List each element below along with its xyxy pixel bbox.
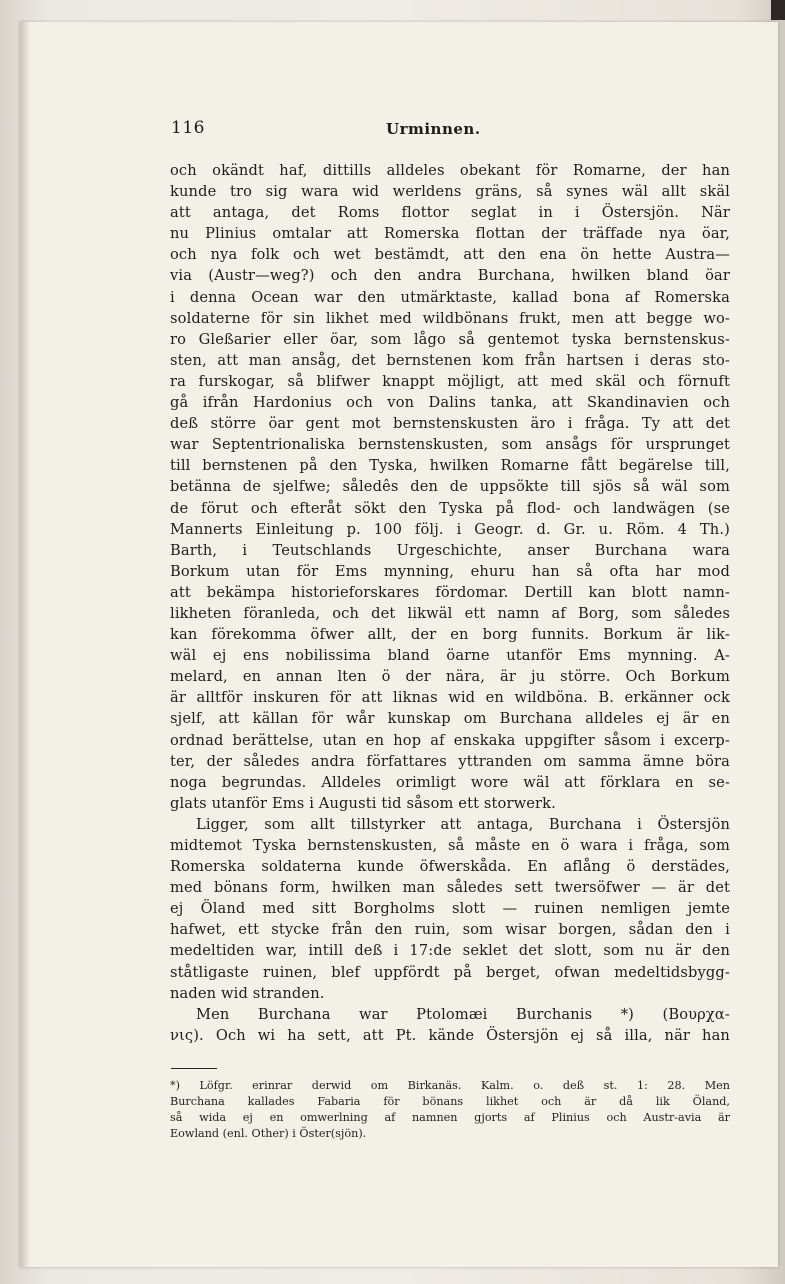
footnote-line: Burchana kallades Fabaria för bönans likhet och är då lik Öland, (170, 1095, 730, 1108)
text-line: noga begrundas. Alldeles orimligt wore wäl att förklara en se- (170, 773, 730, 791)
text-line: att antaga, det Roms flottor seglat in i Östersjön. När (170, 204, 730, 222)
text-line: ter, der således andra författares yttranden om samma ämne böra (170, 752, 730, 770)
footnote-line: så wida ej en omwerlning af namnen gjorts af Plinius och Austr-avia är (170, 1111, 730, 1124)
page-number: 116 (171, 118, 205, 138)
text-line: ståtligaste ruinen, blef uppfördt på berget, ofwan medeltidsbygg- (170, 963, 730, 981)
footnote-line: *) Löfgr. erinrar derwid om Birkanäs. Kalm. o. deß st. 1: 28. Men (170, 1079, 730, 1092)
text-line: gå ifrån Hardonius och von Dalins tanka, att Skandinavien och (170, 394, 730, 412)
text-line: ra furskogar, så blifwer knappt möjligt, att med skäl och förnuft (170, 372, 730, 390)
text-line: medeltiden war, intill deß i 17:de seklet det slott, som nu är den (170, 942, 730, 960)
text-line: Barth, i Teutschlands Urgeschichte, anser Burchana wara (170, 541, 730, 559)
text-line: med bönans form, hwilken man således sett twersöfwer — är det (170, 879, 730, 897)
text-line: wäl ej ens nobilissima bland öarne utanför Ems mynning. A- (170, 647, 730, 665)
scan-corner-mark (771, 0, 785, 20)
text-line: och okändt haf, dittills alldeles obekant för Romarne, der han (170, 162, 730, 179)
text-line: Romerska soldaterna kunde öfwerskåda. En aflång ö derstädes, (170, 858, 730, 876)
text-line: de förut och efteråt sökt den Tyska på flod- och landwägen (se (170, 499, 730, 517)
text-line: kan förekomma öfwer allt, der en borg funnits. Borkum är lik- (170, 626, 730, 644)
footnote-line: Eowland (enl. Other) i Öster(sjön). (170, 1127, 367, 1140)
text-line: kunde tro sig wara wid werldens gräns, så synes wäl allt skäl (170, 183, 730, 201)
text-line: till bernstenen på den Tyska, hwilken Romarne fått begärelse till, (170, 457, 730, 475)
footnote-rule (171, 1068, 217, 1069)
text-line: midtemot Tyska bernstenskusten, så måste en ö wara i fråga, som (170, 837, 730, 854)
text-line: glats utanför Ems i Augusti tid såsom ett storwerk. (170, 794, 556, 812)
text-line: att bekämpa historieforskares fördomar. Dertill kan blott namn- (170, 583, 730, 601)
text-line: i denna Ocean war den utmärktaste, kallad bona af Romerska (170, 288, 730, 306)
text-line: hafwet, ett stycke från den ruin, som wisar borgen, sådan den i (170, 921, 730, 939)
text-line: sten, att man ansåg, det bernstenen kom från hartsen i deras sto- (170, 351, 730, 369)
text-line: betänna de sjelfwe; såledês den de uppsökte till sjös så wäl som (170, 478, 730, 496)
text-line: melard, en annan lten ö der nära, är ju större. Och Borkum (170, 668, 730, 686)
text-line: Mannerts Einleitung p. 100 följ. i Geogr. d. Gr. u. Röm. 4 Th.) (170, 520, 730, 538)
text-line: deß större öar gent mot bernstenskusten äro i fråga. Ty att det (170, 415, 730, 433)
text-line: ordnad berättelse, utan en hop af enskaka uppgifter såsom i excerp- (170, 731, 730, 749)
text-line: är alltför inskuren för att liknas wid en wildböna. B. erkänner ock (170, 689, 730, 707)
text-line: ej Öland med sitt Borgholms slott — ruinen nemligen jemte (170, 900, 730, 918)
text-line: naden wid stranden. (170, 984, 325, 1002)
text-line: och nya folk och wet bestämdt, att den ena ön hette Austra— (170, 246, 730, 264)
text-line: Borkum utan för Ems mynning, ehuru han så ofta har mod (170, 562, 730, 580)
page-gutter-shadow (20, 22, 30, 1267)
running-title: Urminnen. (386, 120, 481, 138)
text-line: likheten föranleda, och det likwäl ett namn af Borg, som således (170, 604, 730, 622)
text-line: Men Burchana war Ptolomæi Burchanis *) (Βουρχα- (196, 1005, 730, 1023)
text-line: war Septentrionaliska bernstenskusten, som ansågs för ursprunget (170, 436, 730, 454)
running-head (171, 118, 711, 148)
text-line: soldaterne för sin likhet med wildbönans frukt, men att begge wo- (170, 309, 730, 327)
body-text (170, 160, 730, 1046)
text-line: via (Austr—weg?) och den andra Burchana, hwilken bland öar (170, 267, 730, 285)
text-line: sjelf, att källan för wår kunskap om Burchana alldeles ej är en (170, 710, 730, 728)
text-line: ro Gleßarier eller öar, som lågo så gentemot tyska bernstenskus- (170, 330, 730, 348)
text-line: nu Plinius omtalar att Romerska flottan der träffade nya öar, (170, 225, 730, 243)
footnotes (170, 1078, 730, 1142)
text-line: Ligger, som allt tillstyrker att antaga, Burchana i Östersjön (196, 815, 730, 833)
text-line: νις). Och wi ha sett, att Pt. kände Östersjön ej så illa, när han (170, 1026, 730, 1044)
